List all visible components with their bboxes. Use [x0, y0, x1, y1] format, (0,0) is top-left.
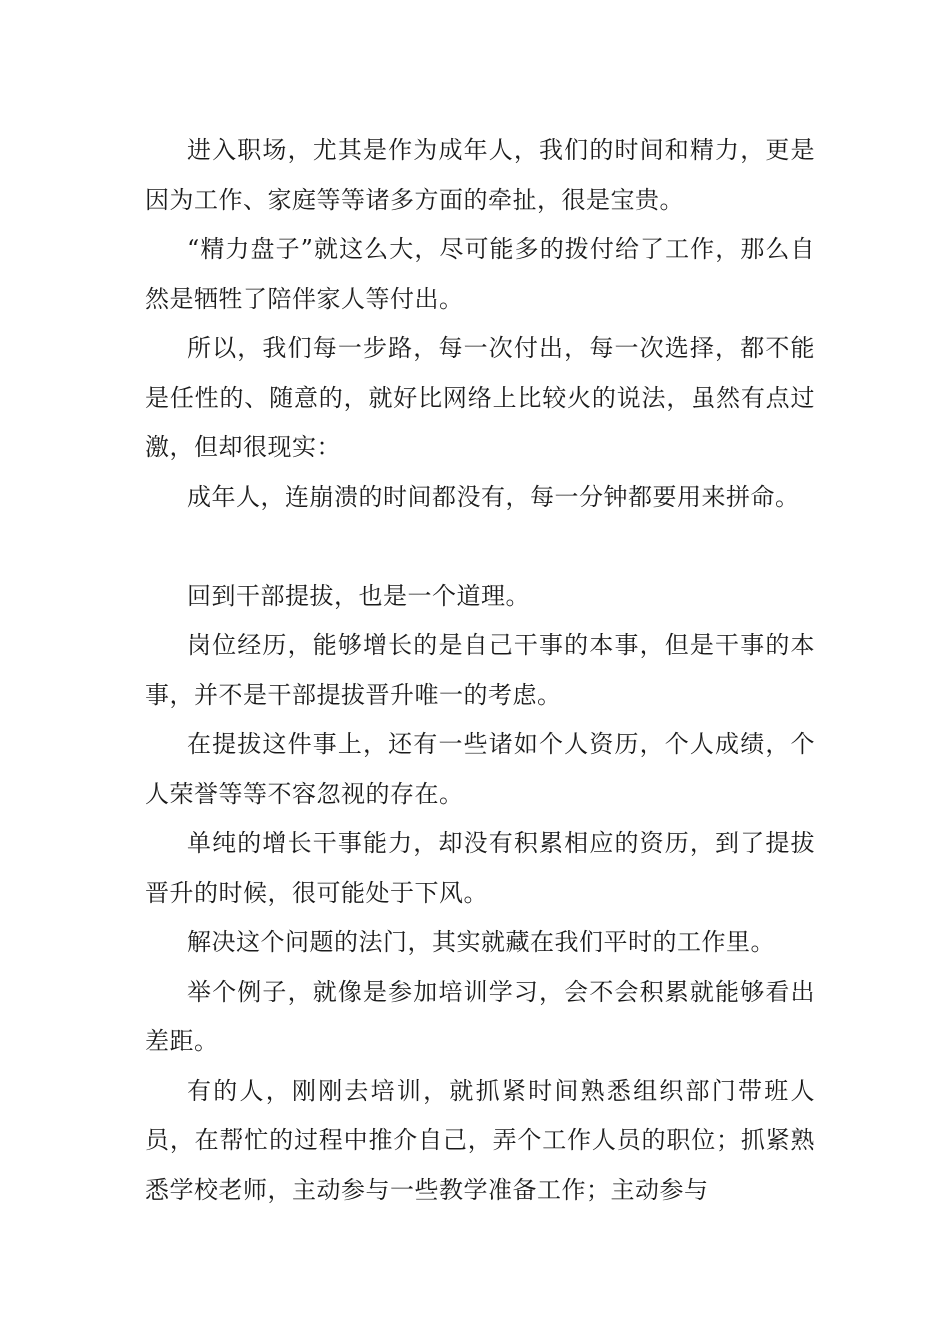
paragraph-no-time-to-collapse: 成年人，连崩溃的时间都没有，每一分钟都要用来拼命。 — [187, 482, 800, 511]
paragraph-ability-vs-seniority: 单纯的增长干事能力，却没有积累相应的资历，到了提拔晋升的时候，很可能处于下风。 — [145, 829, 815, 907]
paragraph-qualifications: 在提拔这件事上，还有一些诸如个人资历，个人成绩，个人荣誉等等不容忽视的存在。 — [145, 730, 815, 808]
paragraph-career-time: 进入职场，尤其是作为成年人，我们的时间和精力，更是因为工作、家庭等等诸多方面的牵扯，很是宝贵。 — [145, 136, 815, 214]
paragraph-solution: 解决这个问题的法门，其实就藏在我们平时的工作里。 — [187, 928, 775, 956]
paragraph-cadre-promotion: 回到干部提拔，也是一个道理。 — [187, 581, 530, 610]
paragraph-gap — [145, 522, 815, 572]
paragraph-training-case: 有的人，刚刚去培训，就抓紧时间熟悉组织部门带班人员，在帮忙的过程中推介自己，弄个工作人员的职位；抓紧熟悉学校老师，主动参与一些教学准备工作；主动参与 — [145, 1076, 815, 1204]
paragraph-example: 举个例子，就像是参加培训学习，会不会积累就能够看出差距。 — [145, 977, 815, 1055]
paragraph-job-experience: 岗位经历，能够增长的是自己干事的本事，但是干事的本事，并不是干部提拔晋升唯一的考虑。 — [145, 631, 815, 709]
paragraph-energy-plate: “精力盘子”就这么大，尽可能多的拨付给了工作，那么自然是牺牲了陪伴家人等付出。 — [145, 235, 815, 313]
paragraph-every-step: 所以，我们每一步路，每一次付出，每一次选择，都不能是任性的、随意的，就好比网络上比较火的说法，虽然有点过激，但却很现实： — [145, 334, 815, 461]
document-body — [145, 126, 815, 1215]
